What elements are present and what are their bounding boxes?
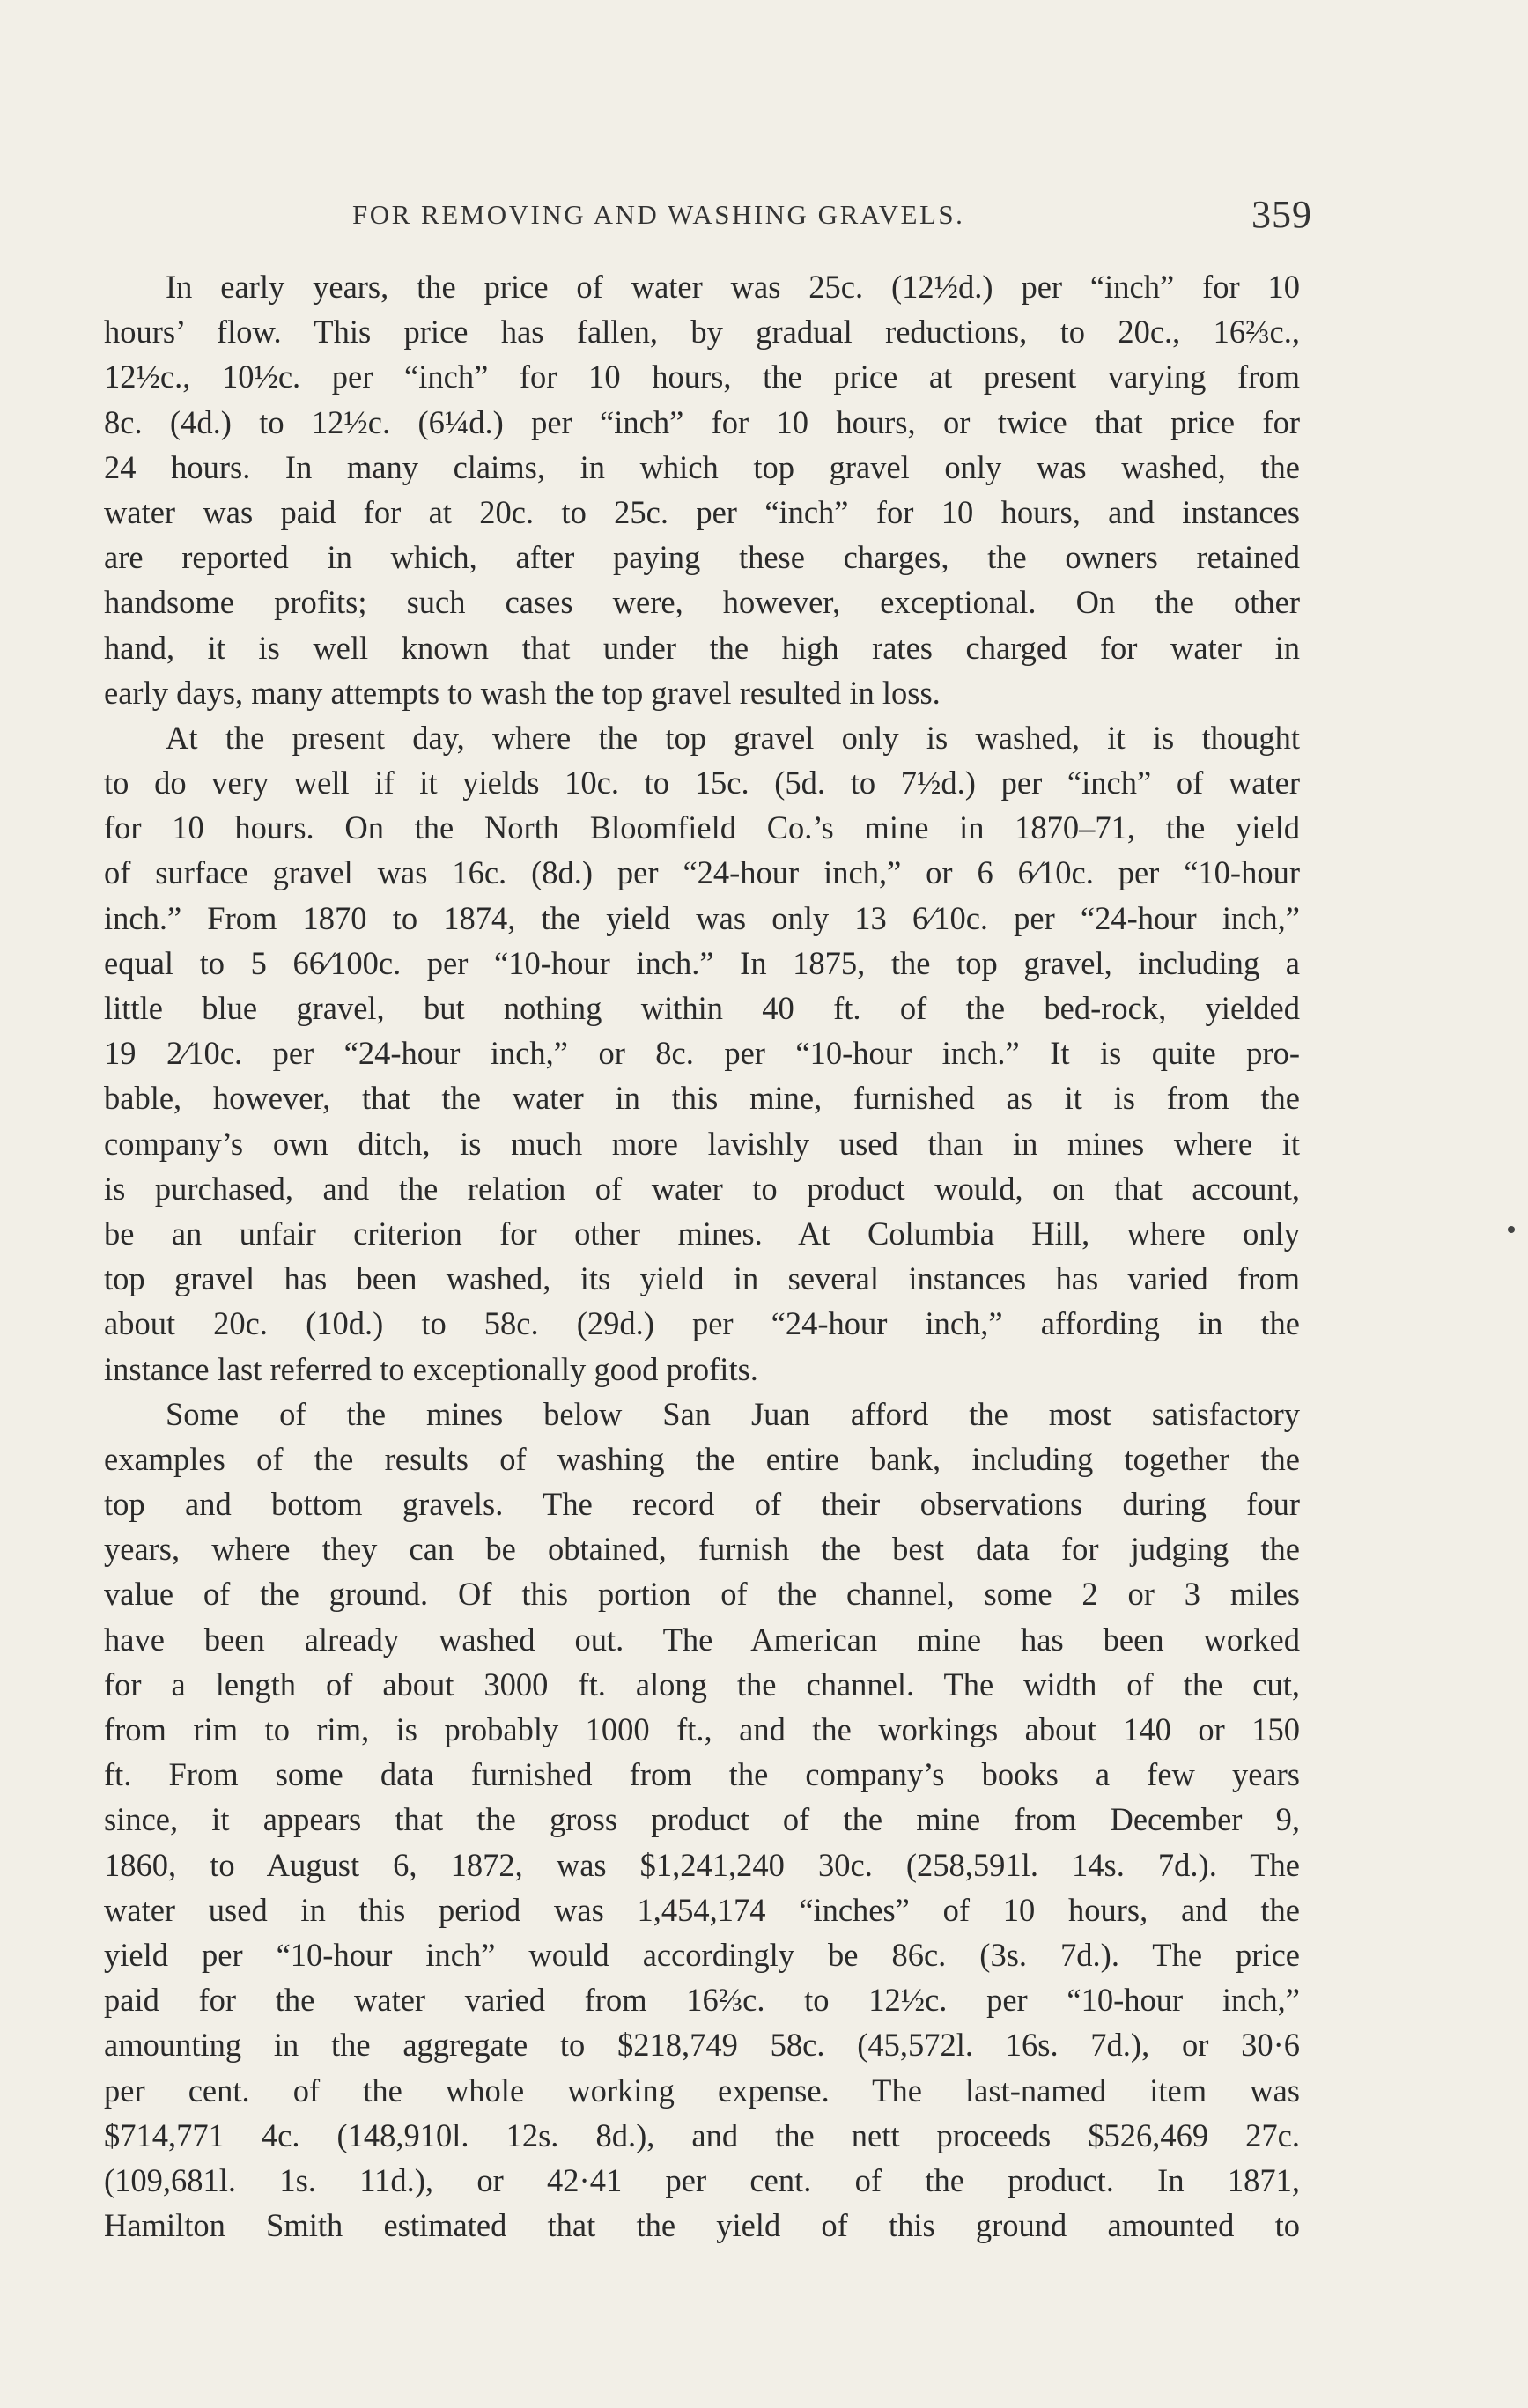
text-line: from rim to rim, is probably 1000 ft., and the workings about 140 or 150 xyxy=(104,1711,1300,1747)
text-line: At the present day, where the top gravel only is washed, it is thought xyxy=(166,719,1300,756)
text-line: bable, however, that the water in this mine, furnished as it is from the xyxy=(104,1080,1300,1117)
text-line: $714,771 4c. (148,910l. 12s. 8d.), and the nett proceeds $526,469 27c. xyxy=(104,2116,1300,2153)
text-line: are reported in which, after paying these charges, the owners retained xyxy=(104,539,1300,576)
text-line: have been already washed out. The American mine has been worked xyxy=(104,1621,1300,1658)
text-line: value of the ground. Of this portion of the channel, some 2 or 3 miles xyxy=(104,1576,1300,1613)
text-line: handsome profits; such cases were, however, exceptional. On the other xyxy=(104,584,1300,621)
paragraph-3 xyxy=(104,1392,1300,2249)
text-line: is purchased, and the relation of water to product would, on that account, xyxy=(104,1170,1300,1207)
text-line: amounting in the aggregate to $218,749 58c. (45,572l. 16s. 7d.), or 30·6 xyxy=(104,2027,1300,2064)
text-line: to do very well if it yields 10c. to 15c. (5d. to 7½d.) per “inch” of water xyxy=(104,765,1300,801)
text-line: for 10 hours. On the North Bloomfield Co.’s mine in 1870–71, the yield xyxy=(104,809,1300,846)
text-line: since, it appears that the gross product of the mine from December 9, xyxy=(104,1801,1300,1838)
text-line: 8c. (4d.) to 12½c. (6¼d.) per “inch” for 10 hours, or twice that price for xyxy=(104,403,1300,440)
text-line: (109,681l. 1s. 11d.), or 42·41 per cent. of the product. In 1871, xyxy=(104,2161,1300,2198)
text-line: hours’ flow. This price has fallen, by gradual reductions, to 20c., 16⅔c., xyxy=(104,314,1300,351)
text-line: 24 hours. In many claims, in which top gravel only was washed, the xyxy=(104,448,1300,485)
text-line: per cent. of the whole working expense. The last-named item was xyxy=(104,2072,1300,2109)
text-line: 12½c., 10½c. per “inch” for 10 hours, the price at present varying from xyxy=(104,358,1300,395)
text-line: for a length of about 3000 ft. along the channel. The width of the cut, xyxy=(104,1666,1300,1703)
text-line: 1860, to August 6, 1872, was $1,241,240 30c. (258,591l. 14s. 7d.). The xyxy=(104,1846,1300,1883)
text-line: Some of the mines below San Juan afford the most satisfactory xyxy=(166,1395,1300,1432)
text-line: In early years, the price of water was 25c. (12½d.) per “inch” for 10 xyxy=(166,269,1300,305)
text-line: yield per “10-hour inch” would accordingly be 86c. (3s. 7d.). The price xyxy=(104,1936,1300,1973)
text-line: top and bottom gravels. The record of their observations during four xyxy=(104,1486,1300,1523)
text-line: early days, many attempts to wash the top gravel resulted in loss. xyxy=(104,674,941,711)
paragraph-1 xyxy=(104,264,1300,715)
body-text xyxy=(104,264,1300,2248)
text-line: about 20c. (10d.) to 58c. (29d.) per “24-hour inch,” affording in the xyxy=(104,1305,1300,1342)
text-line: water used in this period was 1,454,174 “inches” of 10 hours, and the xyxy=(104,1891,1300,1928)
page-number: 359 xyxy=(1251,193,1312,236)
text-line: equal to 5 66⁄100c. per “10-hour inch.” In 1875, the top gravel, including a xyxy=(104,944,1300,981)
text-line: examples of the results of washing the entire bank, including together the xyxy=(104,1440,1300,1477)
text-line: inch.” From 1870 to 1874, the yield was only 13 6⁄10c. per “24-hour inch,” xyxy=(104,899,1300,936)
text-line: hand, it is well known that under the high rates charged for water in xyxy=(104,629,1300,666)
text-line: company’s own ditch, is much more lavishly used than in mines where it xyxy=(104,1125,1300,1162)
text-line: instance last referred to exceptionally good profits. xyxy=(104,1350,758,1387)
text-line: be an unfair criterion for other mines. At Columbia Hill, where only xyxy=(104,1215,1300,1252)
page-header xyxy=(352,192,1312,254)
ink-speck xyxy=(1508,1226,1515,1233)
text-line: little blue gravel, but nothing within 40 ft. of the bed-rock, yielded xyxy=(104,990,1300,1026)
text-line: paid for the water varied from 16⅔c. to 12½c. per “10-hour inch,” xyxy=(104,1982,1300,2019)
text-line: ft. From some data furnished from the company’s books a few years xyxy=(104,1756,1300,1793)
running-head: FOR REMOVING AND WASHING GRAVELS. xyxy=(352,199,965,230)
paragraph-2 xyxy=(104,715,1300,1392)
text-line: of surface gravel was 16c. (8d.) per “24-hour inch,” or 6 6⁄10c. per “10-hour xyxy=(104,854,1300,891)
text-line: years, where they can be obtained, furnish the best data for judging the xyxy=(104,1531,1300,1568)
text-line: Hamilton Smith estimated that the yield of this ground amounted to xyxy=(104,2207,1300,2244)
text-line: water was paid for at 20c. to 25c. per “inch” for 10 hours, and instances xyxy=(104,493,1300,530)
text-line: top gravel has been washed, its yield in several instances has varied from xyxy=(104,1260,1300,1297)
text-line: 19 2⁄10c. per “24-hour inch,” or 8c. per “10-hour inch.” It is quite pro- xyxy=(104,1035,1300,1072)
